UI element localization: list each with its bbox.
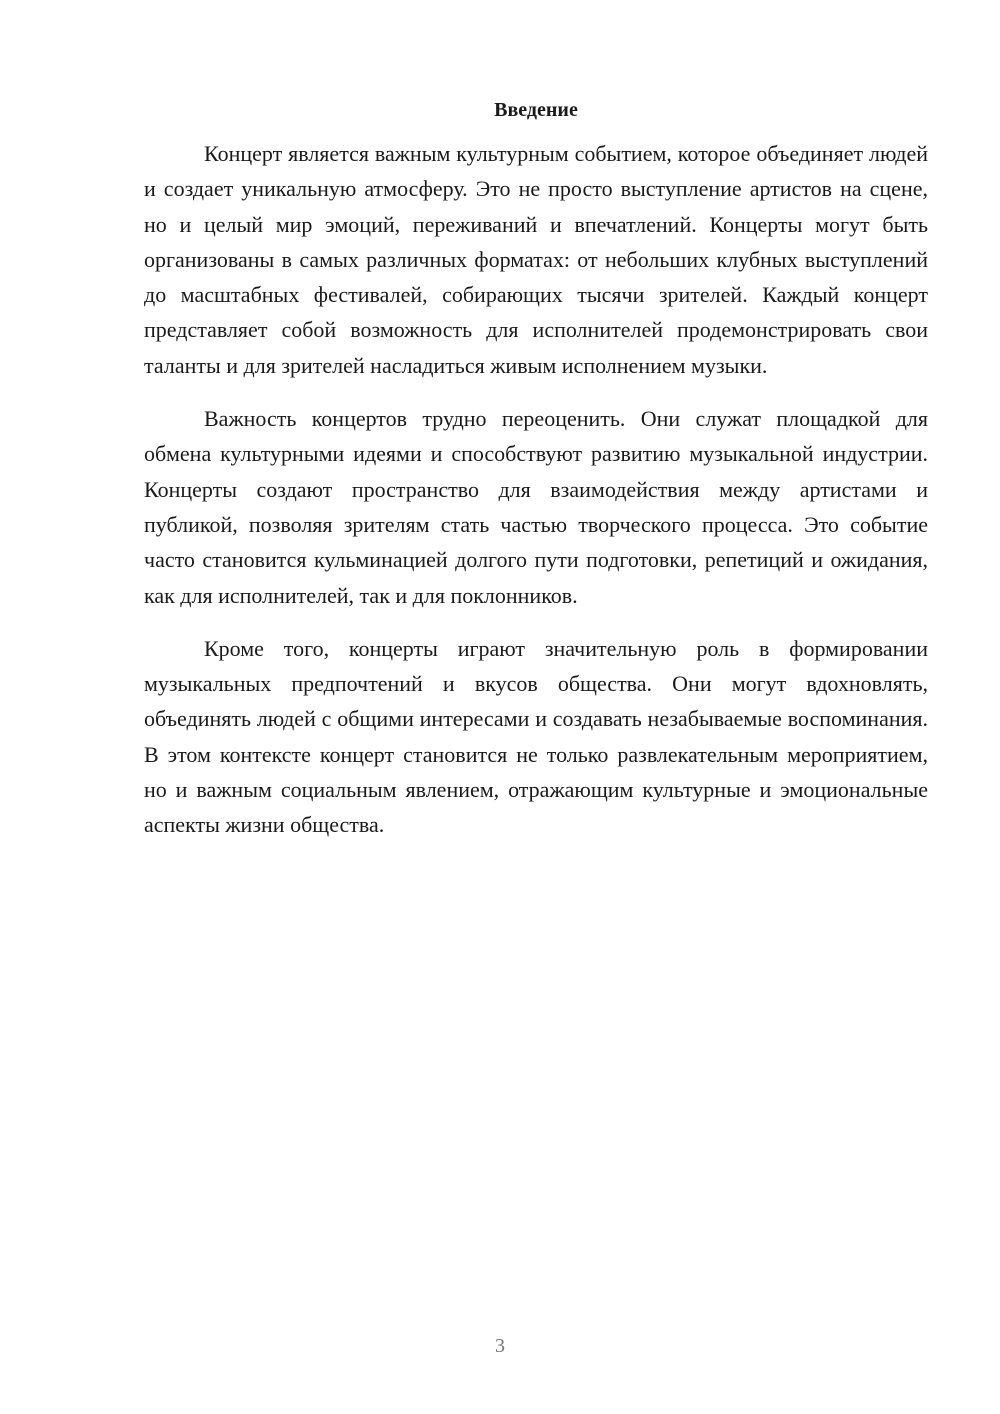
document-body	[144, 96, 928, 861]
paragraph-1: Концерт является важным культурным событием, которое объединяет людей и создает уникальную атмосферу. Это не просто выступление артистов на сцене, но и целый мир эмоций, переживаний и впечатлений. Концерты могут быть организованы в самых различных форматах: от небольших клубных выступлений до масштабных фестивалей, собирающих тысячи зрителей. Каждый концерт представляет собой возможность для исполнителей продемонстрировать свои таланты и для зрителей насладиться живым исполнением музыки.	[144, 141, 928, 378]
page-number: 3	[495, 1335, 505, 1357]
paragraph-2: Важность концертов трудно переоценить. Они служат площадкой для обмена культурными идеями и способствуют развитию музыкальной индустрии. Концерты создают пространство для взаимодействия между артистами и публикой, позволяя зрителям стать частью творческого процесса. Это событие часто становится кульминацией долгого пути подготовки, репетиций и ожидания, как для исполнителей, так и для поклонников.	[144, 406, 928, 608]
paragraph-3: Кроме того, концерты играют значительную роль в формировании музыкальных предпочтений и вкусов общества. Они могут вдохновлять, объединять людей с общими интересами и создавать незабываемые воспоминания. В этом контексте концерт становится не только развлекательным мероприятием, но и важным социальным явлением, отражающим культурные и эмоциональные аспекты жизни общества.	[144, 635, 928, 838]
section-heading: Введение	[494, 99, 578, 121]
